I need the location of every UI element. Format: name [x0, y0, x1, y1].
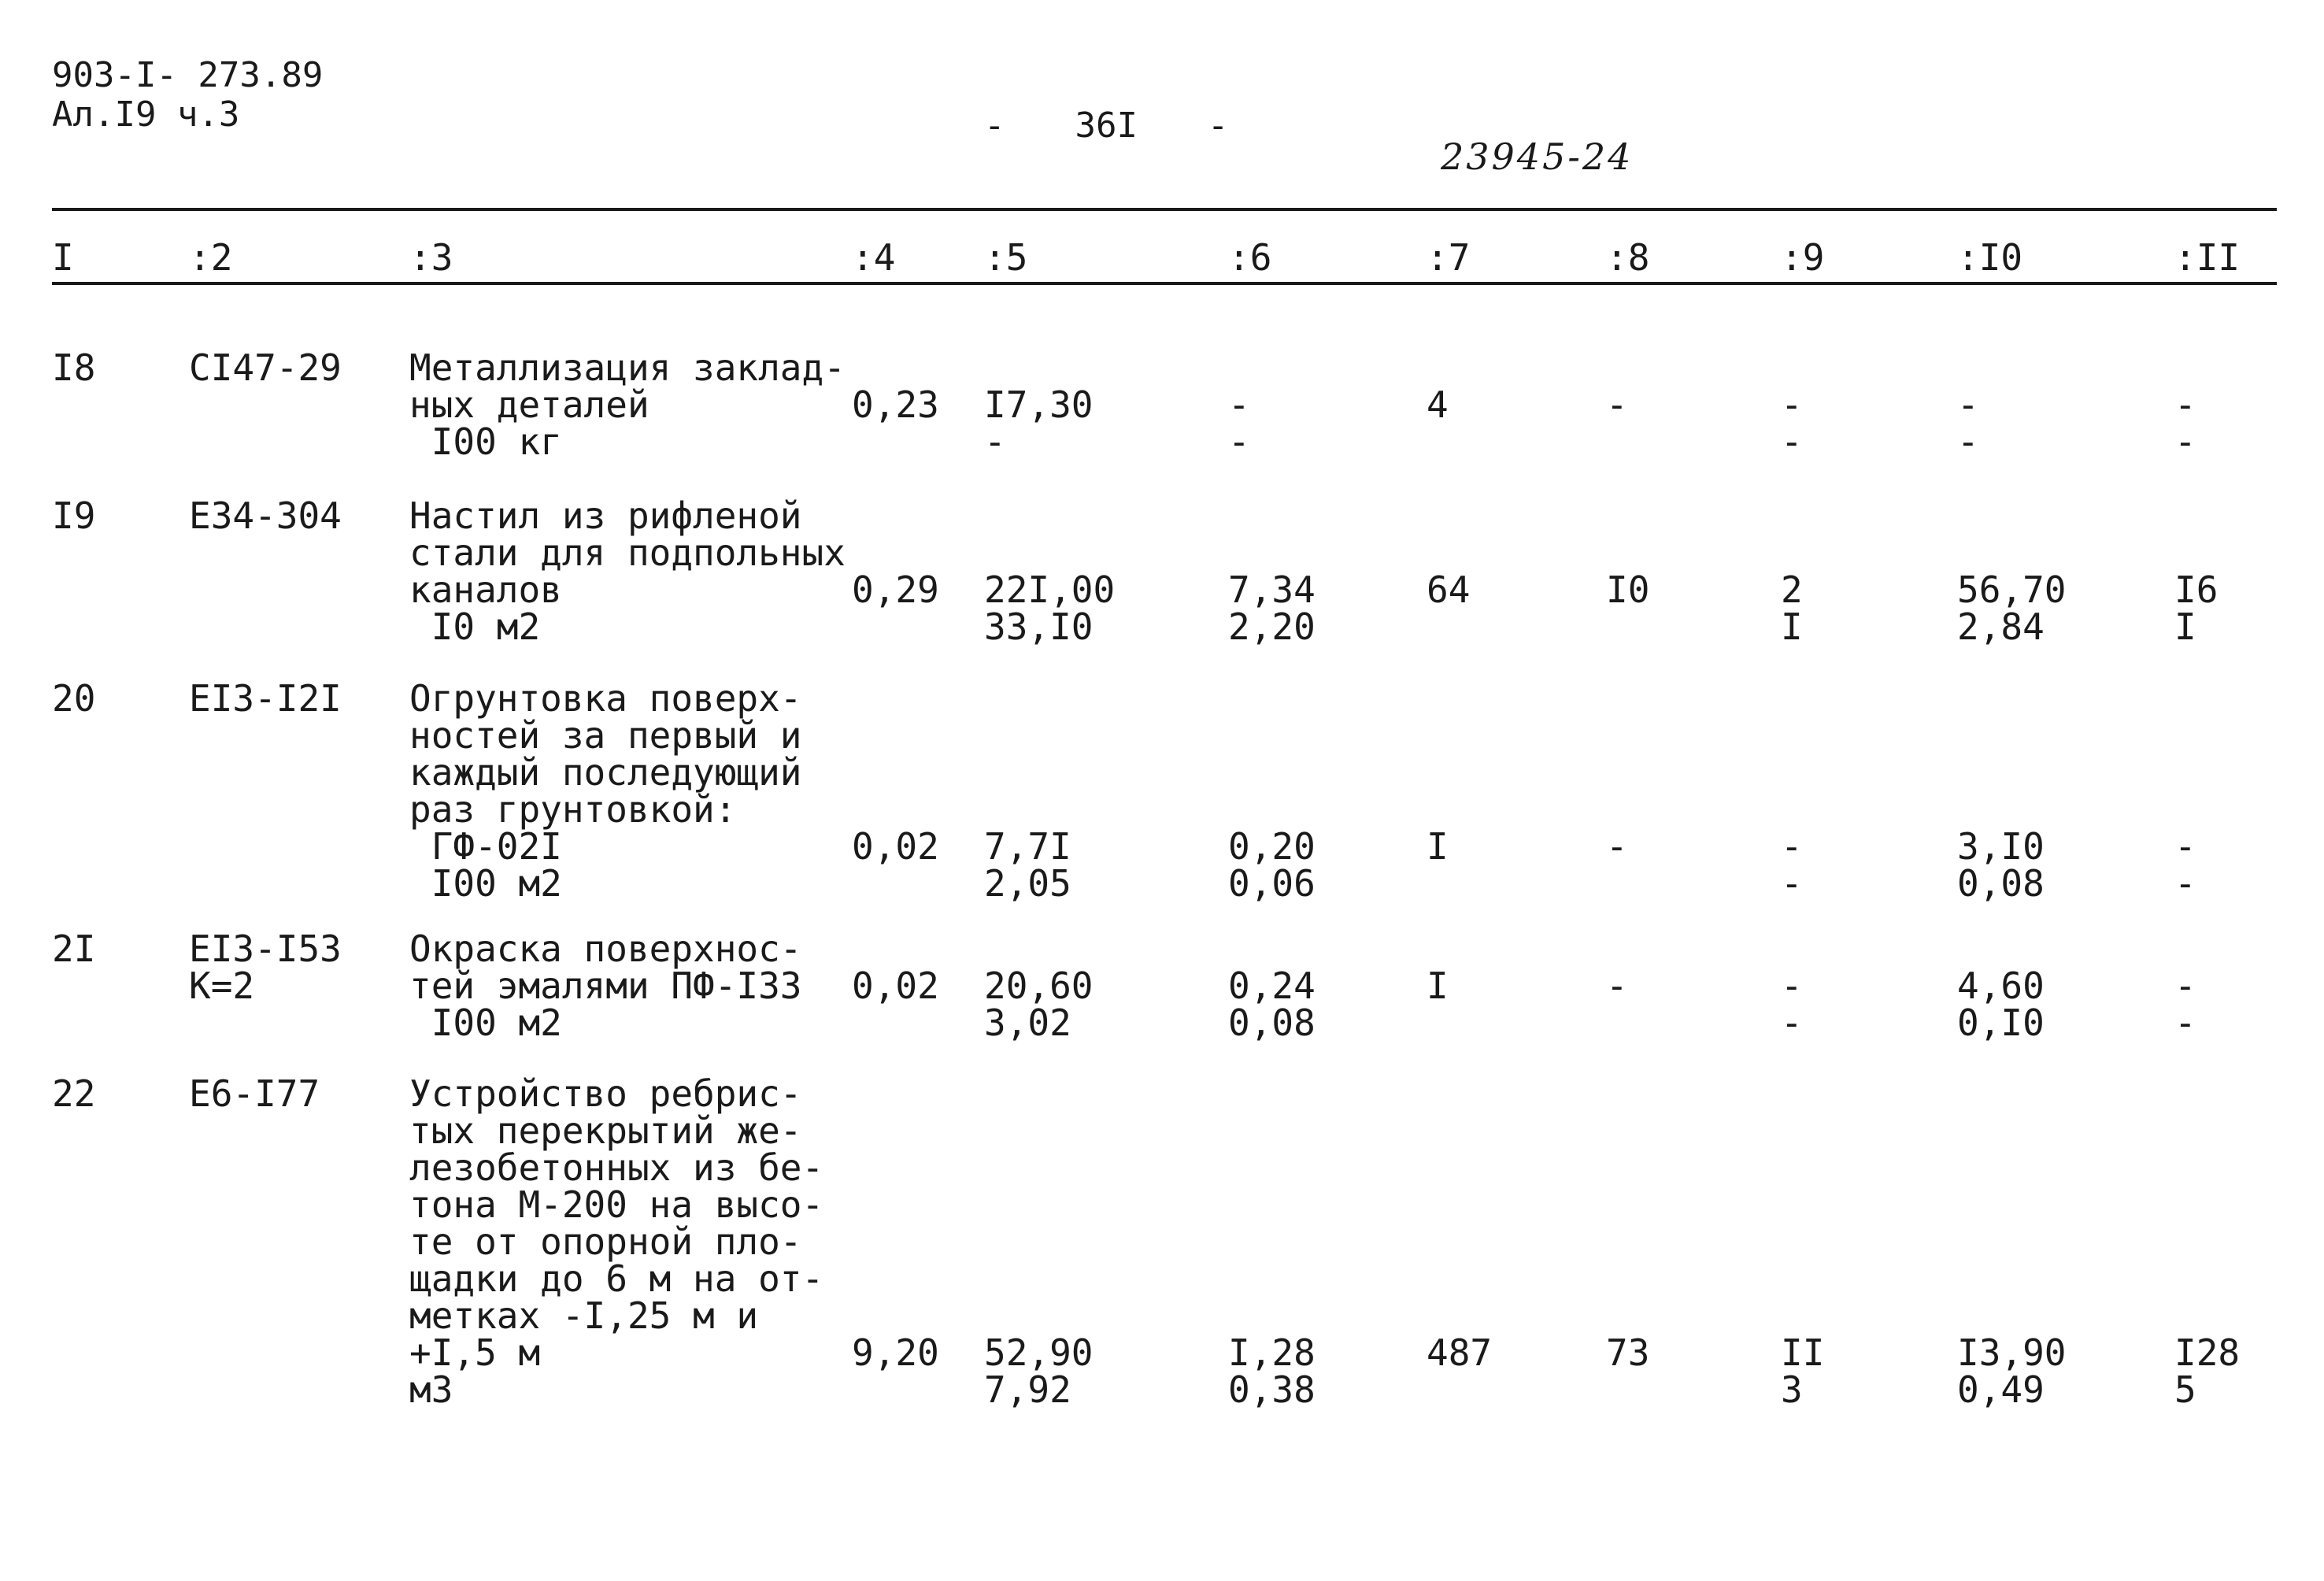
column-header-3: :3: [409, 236, 453, 279]
cell-col10-bottom: 0,49: [1957, 1368, 2045, 1411]
cell-col10-top: 3,I0: [1957, 825, 2045, 868]
row-number: 2I: [52, 927, 96, 970]
cell-col10-top: -: [1957, 383, 1979, 426]
row-number: I8: [52, 346, 96, 389]
column-header-10: :I0: [1957, 236, 2023, 279]
cell-col8: 73: [1606, 1331, 1650, 1374]
cell-col9-bottom: I: [1781, 605, 1803, 648]
cell-col5-bottom: 33,I0: [984, 605, 1094, 648]
row-number: I9: [52, 494, 96, 537]
cell-col7: 4: [1427, 383, 1449, 426]
cell-col6-bottom: 0,06: [1228, 862, 1316, 905]
column-header-2: :2: [189, 236, 233, 279]
row-description: Огрунтовка поверх- ностей за первый и каждый последующий раз грунтовкой: ГФ-02I I00 м2: [409, 677, 802, 905]
cell-col6-top: 7,34: [1228, 568, 1316, 611]
cell-col11-top: I28: [2174, 1331, 2241, 1374]
column-header-6: :6: [1228, 236, 1272, 279]
cell-col5-bottom: 3,02: [984, 1002, 1071, 1044]
cell-col5-top: 7,7I: [984, 825, 1071, 868]
cell-col11-bottom: -: [2174, 420, 2196, 463]
cell-col11-top: I6: [2174, 568, 2219, 611]
cell-col5-bottom: -: [984, 420, 1006, 463]
row-code-suffix: K=2: [189, 965, 255, 1007]
top-rule: [52, 208, 2277, 211]
cell-col8: -: [1606, 383, 1628, 426]
cell-col9-top: 2: [1781, 568, 1803, 611]
cell-col9-bottom: 3: [1781, 1368, 1803, 1411]
cell-col6-top: 0,20: [1228, 825, 1316, 868]
cell-col4: 9,20: [852, 1331, 939, 1374]
cell-col10-top: 56,70: [1957, 568, 2067, 611]
row-code: E6-I77: [189, 1072, 320, 1115]
row-description: Настил из рифленой стали для подпольных каналов I0 м2: [409, 494, 846, 648]
cell-col5-top: I7,30: [984, 383, 1094, 426]
cell-col10-bottom: 2,84: [1957, 605, 2045, 648]
cell-col6-bottom: 0,38: [1228, 1368, 1316, 1411]
cell-col6-bottom: 0,08: [1228, 1002, 1316, 1044]
cell-col10-bottom: 0,08: [1957, 862, 2045, 905]
cell-col8: -: [1606, 825, 1628, 868]
row-number: 20: [52, 677, 96, 720]
cell-col8: I0: [1606, 568, 1650, 611]
row-code: EI3-I53: [189, 927, 342, 970]
page-number: - 36I -: [984, 106, 1229, 146]
cell-col9-bottom: -: [1781, 1002, 1803, 1044]
cell-col6-bottom: -: [1228, 420, 1250, 463]
cell-col7: I: [1427, 965, 1449, 1007]
cell-col4: 0,23: [852, 383, 939, 426]
row-code: EI3-I2I: [189, 677, 342, 720]
cell-col9-top: II: [1781, 1331, 1825, 1374]
cell-col11-top: -: [2174, 383, 2196, 426]
cell-col9-bottom: -: [1781, 420, 1803, 463]
column-header-5: :5: [984, 236, 1028, 279]
cell-col4: 0,02: [852, 965, 939, 1007]
row-number: 22: [52, 1072, 96, 1115]
column-header-7: :7: [1427, 236, 1471, 279]
cell-col11-top: -: [2174, 965, 2196, 1007]
cell-col7: 487: [1427, 1331, 1493, 1374]
cell-col10-bottom: -: [1957, 420, 1979, 463]
cell-col9-top: -: [1781, 825, 1803, 868]
cell-col10-top: 4,60: [1957, 965, 2045, 1007]
column-header-8: :8: [1606, 236, 1650, 279]
handwritten-number: 23945-24: [1441, 135, 1634, 178]
cell-col7: 64: [1427, 568, 1471, 611]
cell-col10-bottom: 0,I0: [1957, 1002, 2045, 1044]
cell-col7: I: [1427, 825, 1449, 868]
cell-col9-top: -: [1781, 965, 1803, 1007]
row-description: Окраска поверхнос- тей эмалями ПФ-I33 I00 м2: [409, 927, 802, 1044]
cell-col11-bottom: I: [2174, 605, 2196, 648]
sheet-label: Ал.I9 ч.3: [52, 94, 240, 135]
cell-col5-top: 20,60: [984, 965, 1094, 1007]
column-header-4: :4: [852, 236, 896, 279]
cell-col6-top: I,28: [1228, 1331, 1316, 1374]
column-header-9: :9: [1781, 236, 1825, 279]
header-rule: [52, 282, 2277, 285]
cell-col5-bottom: 7,92: [984, 1368, 1071, 1411]
cell-col11-bottom: 5: [2174, 1368, 2196, 1411]
cell-col5-top: 22I,00: [984, 568, 1116, 611]
row-code: CI47-29: [189, 346, 342, 389]
cell-col9-bottom: -: [1781, 862, 1803, 905]
cell-col5-bottom: 2,05: [984, 862, 1071, 905]
cell-col5-top: 52,90: [984, 1331, 1094, 1374]
cell-col4: 0,29: [852, 568, 939, 611]
cell-col10-top: I3,90: [1957, 1331, 2067, 1374]
row-description: Металлизация заклад- ных деталей I00 кг: [409, 346, 846, 463]
cell-col9-top: -: [1781, 383, 1803, 426]
column-header-11: :II: [2174, 236, 2241, 279]
cell-col4: 0,02: [852, 825, 939, 868]
cell-col6-top: 0,24: [1228, 965, 1316, 1007]
cell-col11-bottom: -: [2174, 1002, 2196, 1044]
row-code: E34-304: [189, 494, 342, 537]
cell-col11-top: -: [2174, 825, 2196, 868]
cell-col6-top: -: [1228, 383, 1250, 426]
cell-col8: -: [1606, 965, 1628, 1007]
row-description: Устройство ребрис- тых перекрытий же- лезобетонных из бе- тона М-200 на высо- те от опорной пло- щадки до 6 м на от- метках -I,25 м и +I,5 м м3: [409, 1072, 824, 1411]
cell-col6-bottom: 2,20: [1228, 605, 1316, 648]
column-header-1: I: [52, 236, 74, 279]
document-code: 903-I- 273.89: [52, 55, 324, 95]
cell-col11-bottom: -: [2174, 862, 2196, 905]
